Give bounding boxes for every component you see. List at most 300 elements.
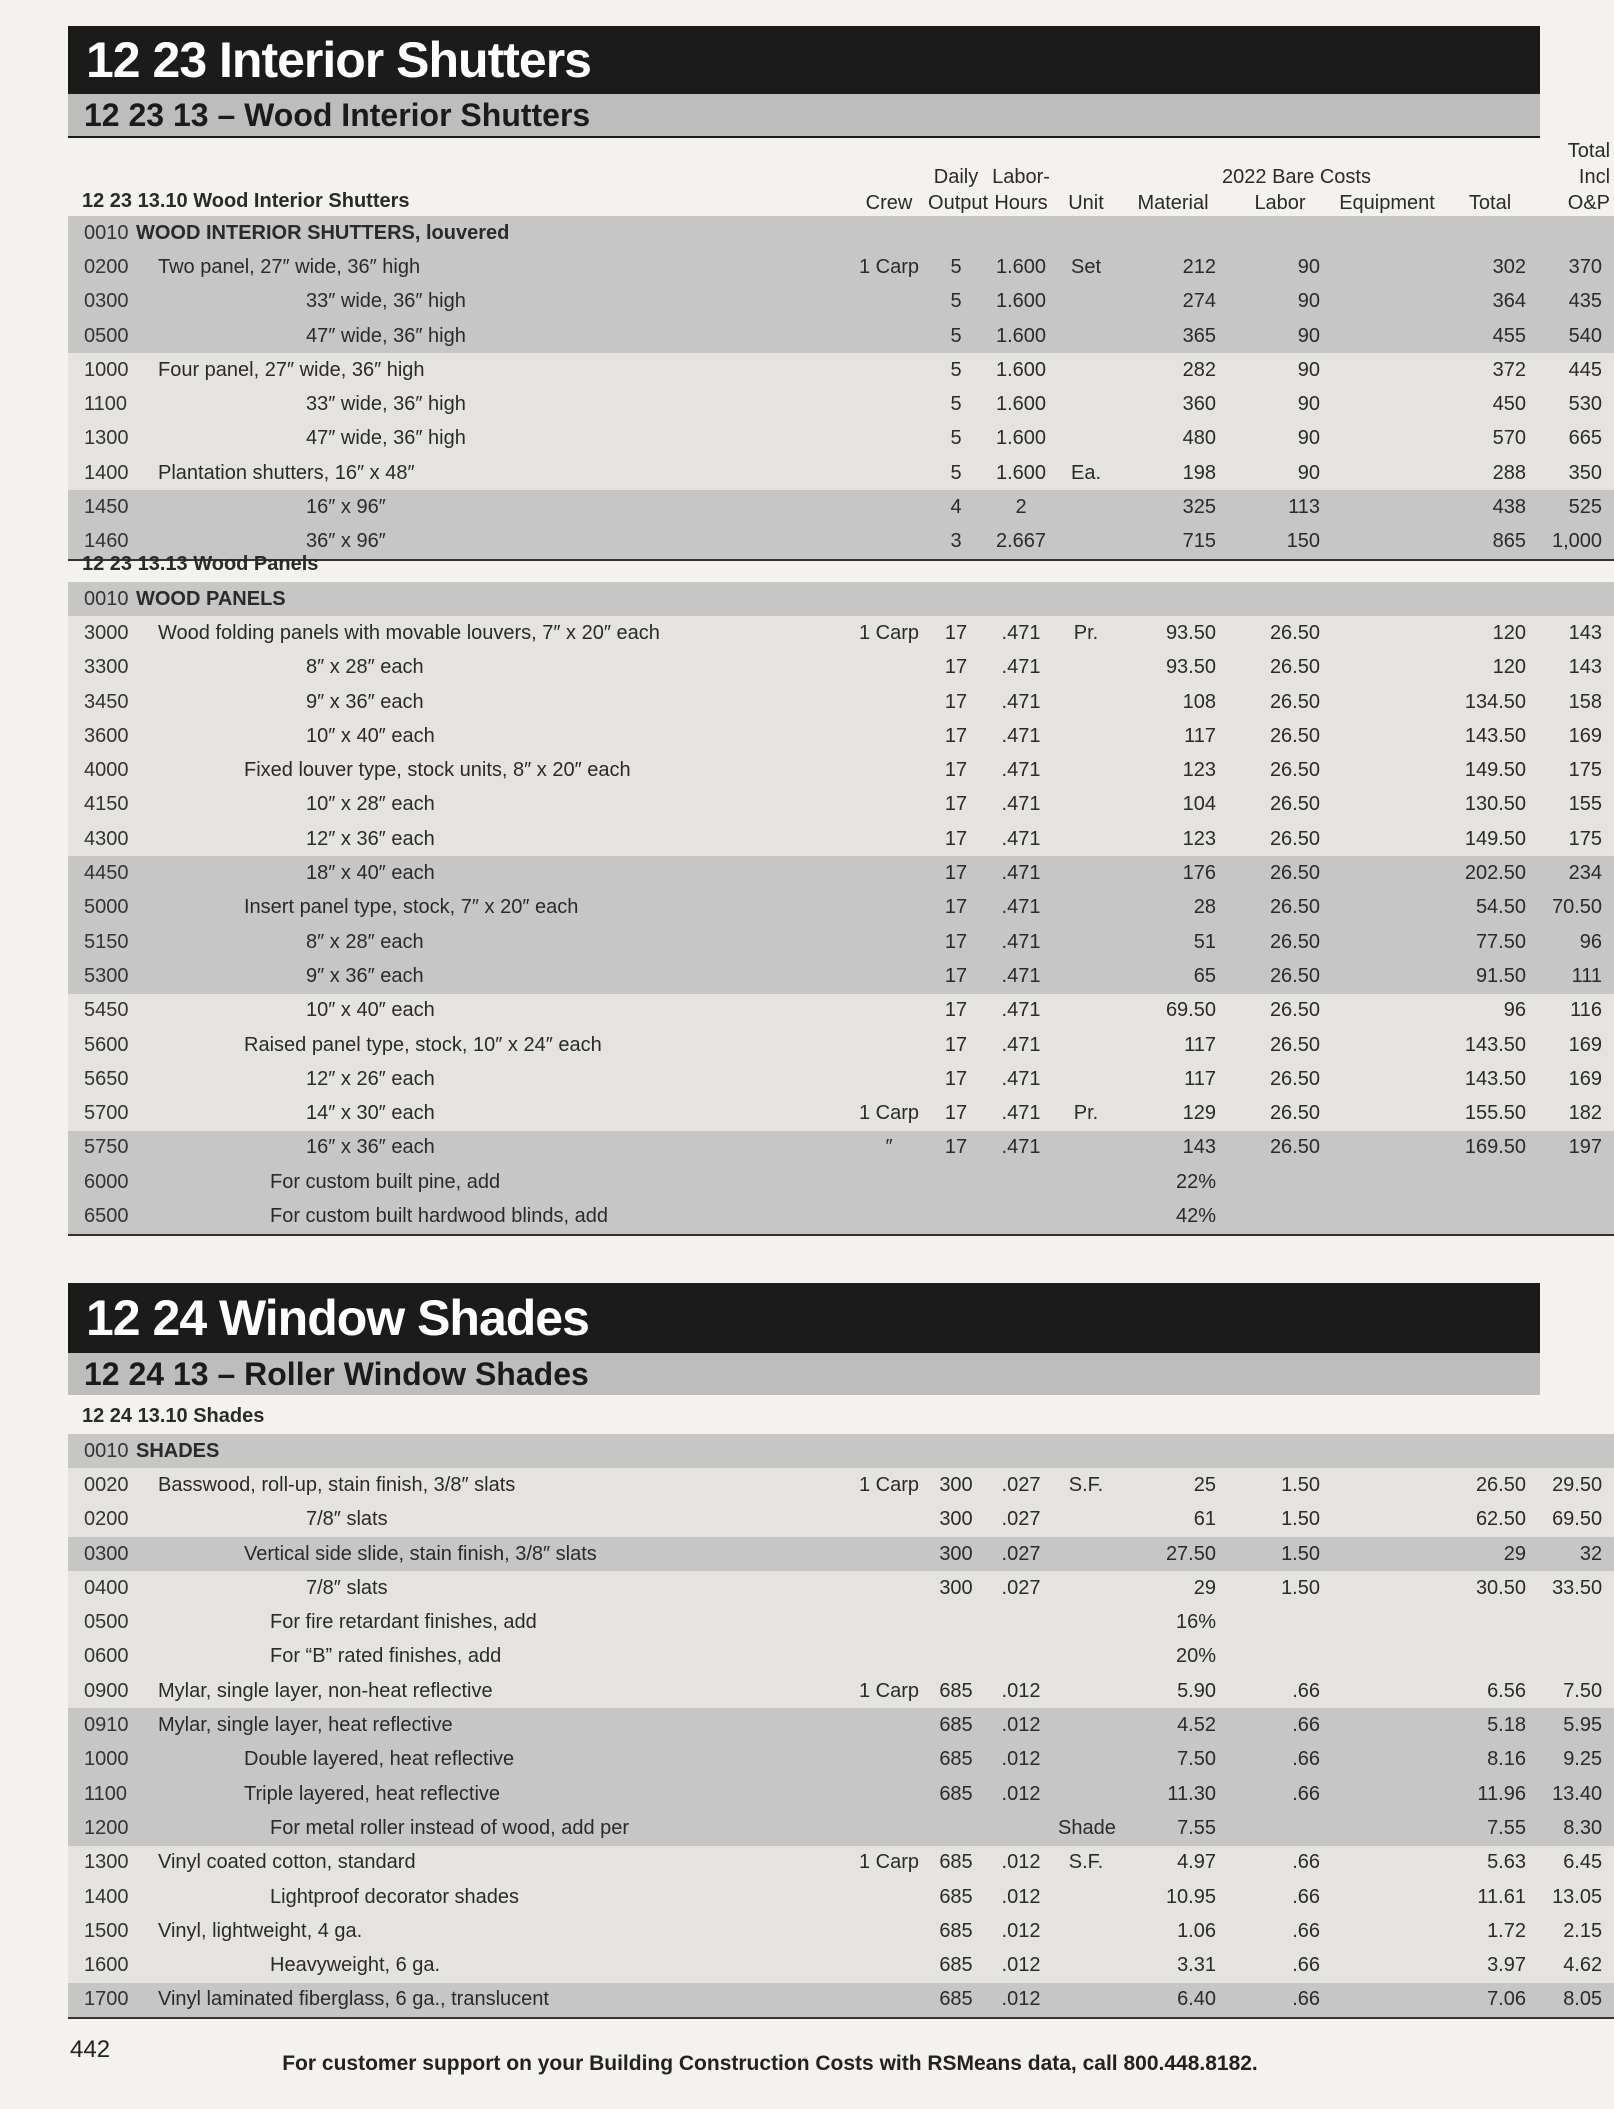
total-cost: 62.50 [1442, 1503, 1538, 1537]
crew [854, 353, 924, 387]
daily-output [924, 582, 988, 616]
line-number: 1100 [68, 1777, 132, 1811]
unit: Pr. [1054, 1096, 1118, 1130]
crew [854, 456, 924, 490]
daily-output: 5 [924, 285, 988, 319]
labor-hours [988, 216, 1054, 250]
shades-table [68, 1398, 1614, 2019]
equipment-cost [1332, 582, 1442, 616]
unit [1054, 285, 1118, 319]
total-incl-op: 116 [1538, 994, 1614, 1028]
total-cost [1442, 216, 1538, 250]
table-row [68, 822, 1614, 856]
labor-cost: .66 [1228, 1983, 1332, 2018]
crew [854, 1708, 924, 1742]
total-cost [1442, 1640, 1538, 1674]
crew [854, 1983, 924, 2018]
equipment-cost [1332, 719, 1442, 753]
labor-cost: 26.50 [1228, 994, 1332, 1028]
total-incl-op: 182 [1538, 1096, 1614, 1130]
daily-output: 17 [924, 822, 988, 856]
material-cost: 6.40 [1118, 1983, 1228, 2018]
line-number: 0200 [68, 250, 132, 284]
labor-hours: .471 [988, 685, 1054, 719]
total-incl-op: 70.50 [1538, 891, 1614, 925]
total-cost: 134.50 [1442, 685, 1538, 719]
equipment-cost [1332, 788, 1442, 822]
total-cost: 149.50 [1442, 753, 1538, 787]
crew: 1 Carp [854, 1468, 924, 1502]
equipment-cost [1332, 1914, 1442, 1948]
line-number: 0400 [68, 1571, 132, 1605]
description-text: Vinyl laminated fiberglass, 6 ga., translucent [158, 1988, 549, 2011]
daily-output: 17 [924, 719, 988, 753]
labor-hours: .471 [988, 719, 1054, 753]
equipment-cost [1332, 685, 1442, 719]
table-row [68, 285, 1614, 319]
material-cost: 27.50 [1118, 1537, 1228, 1571]
col-daily-output: Daily Output [928, 166, 989, 214]
labor-cost [1228, 1605, 1332, 1639]
unit [1054, 1640, 1118, 1674]
description [132, 1571, 854, 1605]
description-text: For custom built pine, add [270, 1170, 501, 1193]
labor-hours [988, 1434, 1054, 1468]
daily-output: 17 [924, 685, 988, 719]
total-incl-op: 7.50 [1538, 1674, 1614, 1708]
daily-output: 17 [924, 1028, 988, 1062]
description [132, 651, 854, 685]
labor-cost: 90 [1228, 353, 1332, 387]
crew [854, 925, 924, 959]
equipment-cost [1332, 1846, 1442, 1880]
total-incl-op: 33.50 [1538, 1571, 1614, 1605]
total-cost: 143.50 [1442, 719, 1538, 753]
table-row [68, 387, 1614, 421]
section-header-interior-shutters [68, 26, 1540, 94]
total-incl-op: 435 [1538, 285, 1614, 319]
labor-cost: 1.50 [1228, 1537, 1332, 1571]
total-incl-op [1538, 1165, 1614, 1199]
equipment-cost [1332, 1468, 1442, 1502]
total-incl-op: 169 [1538, 719, 1614, 753]
description-text: For fire retardant finishes, add [270, 1611, 537, 1634]
total-incl-op: 6.45 [1538, 1846, 1614, 1880]
equipment-cost [1332, 1434, 1442, 1468]
crew: 1 Carp [854, 250, 924, 284]
description-text: For custom built hardwood blinds, add [270, 1204, 608, 1227]
unit [1054, 788, 1118, 822]
total-incl-op: 32 [1538, 1537, 1614, 1571]
labor-hours: .012 [988, 1948, 1054, 1982]
description [132, 353, 854, 387]
total-incl-op: 96 [1538, 925, 1614, 959]
material-cost: 16% [1118, 1605, 1228, 1639]
crew [854, 285, 924, 319]
description [132, 891, 854, 925]
labor-hours: 1.600 [988, 285, 1054, 319]
description-text: 18″ x 40″ each [306, 862, 435, 885]
crew [854, 1743, 924, 1777]
crew [854, 719, 924, 753]
total-cost: 455 [1442, 319, 1538, 353]
equipment-cost [1332, 285, 1442, 319]
table-row [68, 250, 1614, 284]
unit [1054, 856, 1118, 890]
labor-cost [1228, 1811, 1332, 1845]
line-number: 3450 [68, 685, 132, 719]
total-incl-op: 4.62 [1538, 1948, 1614, 1982]
total-incl-op: 540 [1538, 319, 1614, 353]
crew [854, 1537, 924, 1571]
crew [854, 1062, 924, 1096]
description [132, 1640, 854, 1674]
equipment-cost [1332, 1605, 1442, 1639]
description-text: 10″ x 40″ each [306, 724, 435, 747]
daily-output [924, 216, 988, 250]
total-incl-op: 169 [1538, 1028, 1614, 1062]
unit [1054, 753, 1118, 787]
labor-hours: .471 [988, 856, 1054, 890]
description-text: 8″ x 28″ each [306, 656, 424, 679]
description [132, 856, 854, 890]
description-text: Vertical side slide, stain finish, 3/8″ slats [244, 1542, 597, 1565]
col-labor-label: Labor [1254, 192, 1306, 214]
daily-output: 5 [924, 387, 988, 421]
description-text: Vinyl coated cotton, standard [158, 1851, 416, 1874]
description [132, 1948, 854, 1982]
line-number: 1200 [68, 1811, 132, 1845]
table-row [68, 216, 1614, 250]
crew [854, 582, 924, 616]
labor-hours: .027 [988, 1571, 1054, 1605]
total-incl-op: 13.40 [1538, 1777, 1614, 1811]
section-header-window-shades [68, 1283, 1540, 1353]
line-number: 3600 [68, 719, 132, 753]
line-number: 0200 [68, 1503, 132, 1537]
daily-output [924, 1199, 988, 1234]
total-cost [1442, 1199, 1538, 1234]
crew [854, 1914, 924, 1948]
crew [854, 1199, 924, 1234]
material-cost: 11.30 [1118, 1777, 1228, 1811]
support-note: For customer support on your Building Construction Costs with RSMeans data, call 800.448.8182. [282, 2052, 1258, 2075]
material-cost [1118, 216, 1228, 250]
labor-cost: 26.50 [1228, 1131, 1332, 1165]
material-cost: 93.50 [1118, 616, 1228, 650]
labor-cost: .66 [1228, 1846, 1332, 1880]
daily-output: 3 [924, 525, 988, 560]
description-text: 7/8″ slats [306, 1576, 388, 1599]
total-incl-op: 370 [1538, 250, 1614, 284]
description-text: 9″ x 36″ each [306, 690, 424, 713]
material-cost: 129 [1118, 1096, 1228, 1130]
total-cost: 143.50 [1442, 1062, 1538, 1096]
daily-output: 17 [924, 788, 988, 822]
total-incl-op [1538, 1605, 1614, 1639]
line-number: 5300 [68, 959, 132, 993]
crew [854, 1777, 924, 1811]
total-incl-op: 143 [1538, 651, 1614, 685]
unit [1054, 1948, 1118, 1982]
total-cost: 7.55 [1442, 1811, 1538, 1845]
labor-cost [1228, 1199, 1332, 1234]
labor-cost: 26.50 [1228, 925, 1332, 959]
crew: 1 Carp [854, 616, 924, 650]
total-cost: 5.18 [1442, 1708, 1538, 1742]
labor-hours: 2.667 [988, 525, 1054, 560]
table-row [68, 1674, 1614, 1708]
description [132, 1503, 854, 1537]
crew [854, 1880, 924, 1914]
total-cost [1442, 1165, 1538, 1199]
unit [1054, 1062, 1118, 1096]
subsection-header-wood-interior-shutters [68, 94, 1540, 138]
daily-output [924, 1605, 988, 1639]
table-header-row [68, 138, 1614, 216]
table-row [68, 1605, 1614, 1639]
labor-cost: 90 [1228, 250, 1332, 284]
daily-output: 5 [924, 422, 988, 456]
labor-cost: .66 [1228, 1674, 1332, 1708]
total-incl-op [1538, 216, 1614, 250]
daily-output: 17 [924, 616, 988, 650]
col-equipment: Equipment [1339, 192, 1435, 214]
labor-hours: .012 [988, 1880, 1054, 1914]
equipment-cost [1332, 422, 1442, 456]
description-text: Double layered, heat reflective [244, 1748, 515, 1771]
total-cost: 302 [1442, 250, 1538, 284]
labor-cost: 1.50 [1228, 1503, 1332, 1537]
daily-output: 17 [924, 959, 988, 993]
daily-output: 17 [924, 1096, 988, 1130]
line-number: 0500 [68, 319, 132, 353]
total-cost: 7.06 [1442, 1983, 1538, 2018]
crew: ″ [854, 1131, 924, 1165]
unit [1054, 719, 1118, 753]
total-cost: 288 [1442, 456, 1538, 490]
material-cost: 123 [1118, 822, 1228, 856]
material-cost: 360 [1118, 387, 1228, 421]
material-cost: 4.97 [1118, 1846, 1228, 1880]
table-row [68, 1096, 1614, 1130]
total-cost: 11.96 [1442, 1777, 1538, 1811]
description [132, 1096, 854, 1130]
unit [1054, 1708, 1118, 1742]
crew [854, 387, 924, 421]
description-text: Basswood, roll-up, stain finish, 3/8″ slats [158, 1473, 516, 1496]
line-number: 5750 [68, 1131, 132, 1165]
table-row [68, 1743, 1614, 1777]
total-cost: 570 [1442, 422, 1538, 456]
total-incl-op: 1,000 [1538, 525, 1614, 560]
crew [854, 822, 924, 856]
labor-cost: 26.50 [1228, 1028, 1332, 1062]
equipment-cost [1332, 891, 1442, 925]
line-number: 4450 [68, 856, 132, 890]
labor-cost: 26.50 [1228, 788, 1332, 822]
line-number: 0500 [68, 1605, 132, 1639]
line-number: 1600 [68, 1948, 132, 1982]
material-cost: 123 [1118, 753, 1228, 787]
description [132, 1199, 854, 1234]
table-row [68, 1983, 1614, 2018]
labor-hours: 1.600 [988, 319, 1054, 353]
line-number: 6500 [68, 1199, 132, 1234]
material-cost: 65 [1118, 959, 1228, 993]
unit [1054, 822, 1118, 856]
table-row [68, 959, 1614, 993]
total-incl-op: 175 [1538, 822, 1614, 856]
total-incl-op: 197 [1538, 1131, 1614, 1165]
col-labor-hours: Labor- Hours [992, 166, 1050, 214]
wood-panels-table [68, 546, 1614, 1236]
unit [1054, 1131, 1118, 1165]
line-number: 3300 [68, 651, 132, 685]
total-incl-op: 111 [1538, 959, 1614, 993]
line-number: 0010 [68, 582, 132, 616]
labor-hours: .471 [988, 1096, 1054, 1130]
description-text: Lightproof decorator shades [270, 1885, 520, 1908]
total-incl-op: 5.95 [1538, 1708, 1614, 1742]
description [132, 788, 854, 822]
equipment-cost [1332, 616, 1442, 650]
section-title: 12 23 Interior Shutters [86, 32, 591, 88]
total-cost: 1.72 [1442, 1914, 1538, 1948]
table-row [68, 856, 1614, 890]
total-incl-op: 2.15 [1538, 1914, 1614, 1948]
labor-cost: 26.50 [1228, 685, 1332, 719]
line-number: 0010 [68, 216, 132, 250]
description [132, 822, 854, 856]
total-cost: 155.50 [1442, 1096, 1538, 1130]
total-cost: 865 [1442, 525, 1538, 560]
daily-output: 17 [924, 1131, 988, 1165]
equipment-cost [1332, 456, 1442, 490]
table-row [68, 1199, 1614, 1234]
labor-cost: 26.50 [1228, 891, 1332, 925]
equipment-cost [1332, 1880, 1442, 1914]
description-text: Insert panel type, stock, 7″ x 20″ each [244, 896, 579, 919]
equipment-cost [1332, 319, 1442, 353]
total-cost: 3.97 [1442, 1948, 1538, 1982]
description [132, 1846, 854, 1880]
line-number: 0300 [68, 1537, 132, 1571]
description [132, 422, 854, 456]
daily-output: 300 [924, 1537, 988, 1571]
description-text: Triple layered, heat reflective [244, 1782, 501, 1805]
material-cost: 69.50 [1118, 994, 1228, 1028]
total-incl-op: 525 [1538, 490, 1614, 524]
equipment-cost [1332, 1028, 1442, 1062]
description [132, 319, 854, 353]
unit [1054, 651, 1118, 685]
description-text: Raised panel type, stock, 10″ x 24″ each [244, 1033, 602, 1056]
line-number: 4150 [68, 788, 132, 822]
total-incl-op [1538, 1199, 1614, 1234]
table-row [68, 353, 1614, 387]
line-number: 0300 [68, 285, 132, 319]
description-text: Mylar, single layer, non-heat reflective [158, 1679, 493, 1702]
description [132, 1777, 854, 1811]
labor-hours: .012 [988, 1743, 1054, 1777]
labor-cost: 26.50 [1228, 616, 1332, 650]
material-cost: 5.90 [1118, 1674, 1228, 1708]
table-row [68, 1028, 1614, 1062]
equipment-cost [1332, 250, 1442, 284]
total-cost: 364 [1442, 285, 1538, 319]
page-number: 442 [70, 2036, 111, 2063]
equipment-cost [1332, 387, 1442, 421]
equipment-cost [1332, 1777, 1442, 1811]
total-cost: 29 [1442, 1537, 1538, 1571]
crew [854, 216, 924, 250]
table-header-row [68, 1398, 1614, 1434]
total-cost: 202.50 [1442, 856, 1538, 890]
line-number: 0600 [68, 1640, 132, 1674]
crew [854, 856, 924, 890]
crew [854, 1503, 924, 1537]
description [132, 1537, 854, 1571]
total-incl-op: 143 [1538, 616, 1614, 650]
description-text: 10″ x 40″ each [306, 999, 435, 1022]
subsection-title: 12 23 13 – Wood Interior Shutters [84, 97, 591, 133]
labor-hours: .471 [988, 994, 1054, 1028]
daily-output: 685 [924, 1846, 988, 1880]
labor-cost: 26.50 [1228, 1062, 1332, 1096]
total-cost: 120 [1442, 651, 1538, 685]
crew [854, 994, 924, 1028]
total-cost: 143.50 [1442, 1028, 1538, 1062]
crew [854, 1434, 924, 1468]
description [132, 387, 854, 421]
labor-cost: 90 [1228, 319, 1332, 353]
equipment-cost [1332, 822, 1442, 856]
table-row [68, 685, 1614, 719]
material-cost: 143 [1118, 1131, 1228, 1165]
subsection-header-roller-window-shades [68, 1353, 1540, 1395]
table-row [68, 1165, 1614, 1199]
material-cost: 325 [1118, 490, 1228, 524]
material-cost: 20% [1118, 1640, 1228, 1674]
labor-hours: 1.600 [988, 422, 1054, 456]
daily-output: 4 [924, 490, 988, 524]
description [132, 1708, 854, 1742]
unit [1054, 1777, 1118, 1811]
equipment-cost [1332, 753, 1442, 787]
table-row [68, 490, 1614, 524]
crew [854, 1571, 924, 1605]
material-cost: 117 [1118, 1028, 1228, 1062]
line-number: 1500 [68, 1914, 132, 1948]
labor-cost: 26.50 [1228, 856, 1332, 890]
table-row [68, 1811, 1614, 1845]
daily-output: 685 [924, 1708, 988, 1742]
material-cost: 117 [1118, 719, 1228, 753]
material-cost: 28 [1118, 891, 1228, 925]
description-text: 33″ wide, 36″ high [306, 290, 466, 313]
equipment-cost [1332, 925, 1442, 959]
equipment-cost [1332, 1948, 1442, 1982]
unit [1054, 891, 1118, 925]
unit [1054, 1674, 1118, 1708]
labor-hours: .027 [988, 1537, 1054, 1571]
equipment-cost [1332, 1640, 1442, 1674]
crew [854, 1028, 924, 1062]
description [132, 1914, 854, 1948]
total-cost: 5.63 [1442, 1846, 1538, 1880]
material-cost [1118, 1434, 1228, 1468]
